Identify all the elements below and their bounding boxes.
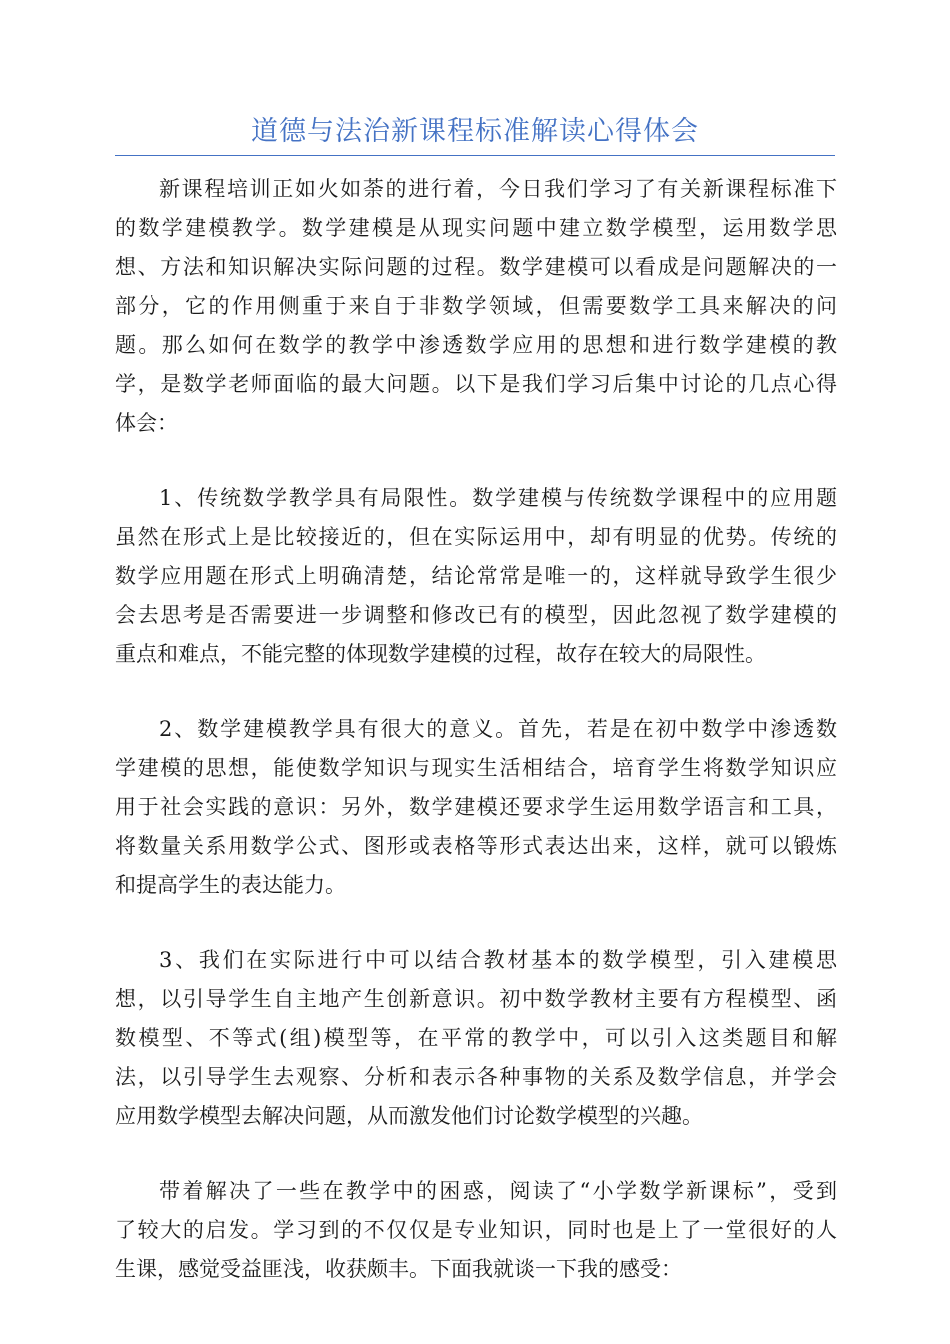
- paragraph-line: 会去思考是否需要进一步调整和修改已有的模型，因此忽视了数学建模的: [115, 603, 837, 627]
- paragraph-line: 数模型、不等式(组)模型等，在平常的教学中，可以引入这类题目和解: [115, 1026, 837, 1050]
- title-underline: [115, 155, 835, 156]
- paragraph-point-2: [115, 710, 837, 905]
- paragraph-line: 题。那么如何在数学的教学中渗透数学应用的思想和进行数学建模的教: [115, 333, 837, 357]
- paragraph-line: 数学应用题在形式上明确清楚，结论常常是唯一的，这样就导致学生很少: [115, 564, 837, 588]
- document-title: 道德与法治新课程标准解读心得体会: [251, 116, 699, 147]
- paragraph-point-3: [115, 941, 837, 1136]
- paragraph-line: 虽然在形式上是比较接近的，但在实际运用中，却有明显的优势。传统的: [115, 525, 837, 549]
- paragraph-reflection: [115, 1172, 837, 1289]
- paragraph-line: 了较大的启发。学习到的不仅仅是专业知识，同时也是上了一堂很好的人: [115, 1218, 837, 1242]
- paragraph-line: 法，以引导学生去观察、分析和表示各种事物的关系及数学信息，并学会: [115, 1065, 837, 1089]
- paragraph-line: 生课，感觉受益匪浅，收获颇丰。下面我就谈一下我的感受：: [115, 1257, 682, 1281]
- document-body: [115, 170, 837, 1325]
- paragraph-line: 3、我们在实际进行中可以结合教材基本的数学模型，引入建模思: [159, 948, 837, 972]
- paragraph-line: 和提高学生的表达能力。: [115, 873, 346, 897]
- paragraph-line: 想、方法和知识解决实际问题的过程。数学建模可以看成是问题解决的一: [115, 255, 837, 279]
- paragraph-line: 2、数学建模教学具有很大的意义。首先，若是在初中数学中渗透数: [159, 717, 837, 741]
- paragraph-line: 重点和难点，不能完整的体现数学建模的过程，故存在较大的局限性。: [115, 642, 766, 666]
- paragraph-line: 的数学建模教学。数学建模是从现实问题中建立数学模型，运用数学思: [115, 216, 837, 240]
- paragraph-line: 带着解决了一些在教学中的困惑，阅读了“小学数学新课标”，受到: [159, 1179, 837, 1203]
- paragraph-line: 学建模的思想，能使数学知识与现实生活相结合，培育学生将数学知识应: [115, 756, 837, 780]
- paragraph-line: 体会：: [115, 411, 178, 435]
- paragraph-point-1: [115, 479, 837, 674]
- paragraph-intro: [115, 170, 837, 443]
- paragraph-line: 1、传统数学教学具有局限性。数学建模与传统数学课程中的应用题: [159, 486, 837, 510]
- paragraph-line: 学，是数学老师面临的最大问题。以下是我们学习后集中讨论的几点心得: [115, 372, 837, 396]
- paragraph-line: 将数量关系用数学公式、图形或表格等形式表达出来，这样，就可以锻炼: [115, 834, 837, 858]
- paragraph-line: 部分，它的作用侧重于来自于非数学领域，但需要数学工具来解决的问: [115, 294, 837, 318]
- paragraph-line: 新课程培训正如火如荼的进行着，今日我们学习了有关新课程标准下: [159, 177, 837, 201]
- paragraph-line: 想，以引导学生自主地产生创新意识。初中数学教材主要有方程模型、函: [115, 987, 837, 1011]
- paragraph-line: 用于社会实践的意识：另外，数学建模还要求学生运用数学语言和工具，: [115, 795, 837, 819]
- paragraph-line: 应用数学模型去解决问题，从而激发他们讨论数学模型的兴趣。: [115, 1104, 703, 1128]
